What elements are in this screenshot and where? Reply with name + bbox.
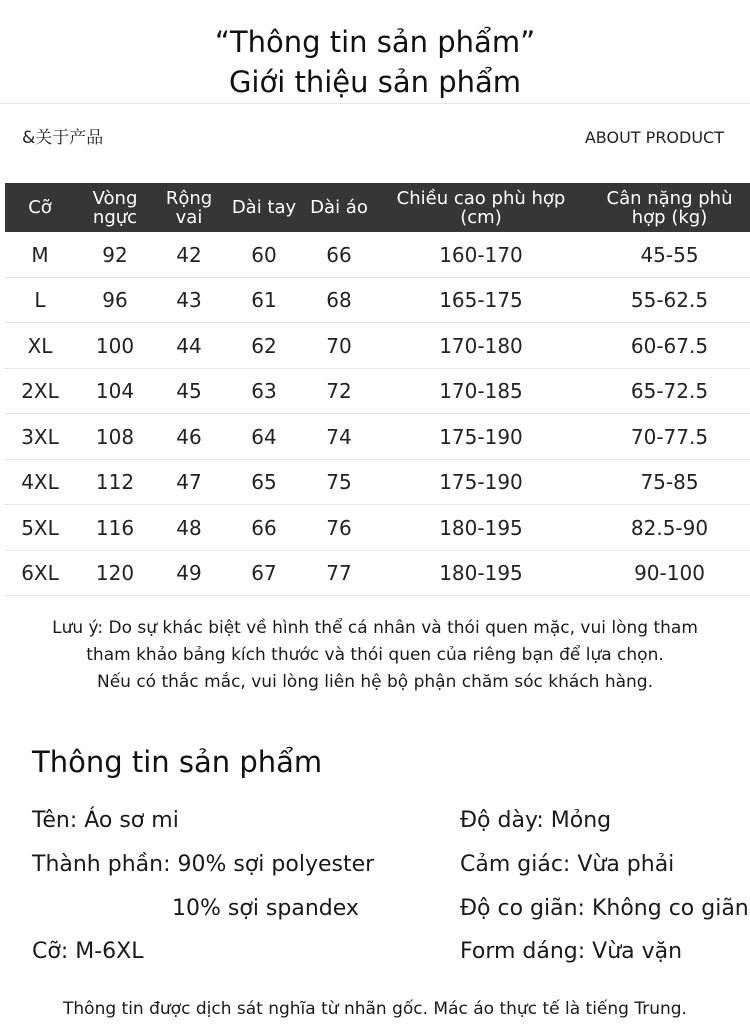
sizing-note-line: tham khảo bảng kích thước và thói quen của riêng bạn để lựa chọn.: [86, 645, 664, 665]
cell-length: 70: [326, 333, 352, 358]
cell-shoulder: 49: [176, 561, 202, 586]
table-row: [5, 551, 750, 597]
cell-weight: 70-77.5: [630, 424, 709, 449]
cell-chest: 120: [95, 561, 135, 586]
cell-length: 66: [326, 242, 352, 267]
column-header-shoulder: Rộng vai: [165, 187, 213, 228]
size-table-header: [5, 183, 750, 232]
cell-chest: 96: [102, 288, 128, 313]
cell-sleeve: 67: [251, 561, 277, 586]
cell-size: 5XL: [21, 515, 59, 540]
product-material: Thành phần: 90% sợi polyester: [32, 852, 375, 877]
product-fit: Form dáng: Vừa vặn: [460, 939, 683, 964]
table-row: [5, 505, 750, 551]
about-label-chinese: &关于产品: [22, 128, 104, 148]
cell-shoulder: 45: [176, 379, 202, 404]
cell-height: 170-180: [439, 333, 523, 358]
product-material-secondary: 10% sợi spandex: [172, 896, 359, 921]
cell-weight: 82.5-90: [630, 515, 709, 540]
size-table: [5, 183, 750, 596]
cell-chest: 108: [95, 424, 135, 449]
cell-length: 77: [326, 561, 352, 586]
product-thickness: Độ dày: Mỏng: [460, 808, 612, 833]
cell-shoulder: 44: [176, 333, 202, 358]
column-header-sleeve: Dài tay: [231, 197, 297, 218]
cell-height: 180-195: [439, 561, 523, 586]
cell-size: XL: [27, 333, 53, 358]
translation-footnote: Thông tin được dịch sát nghĩa từ nhãn gốc. Mác áo thực tế là tiếng Trung.: [63, 999, 687, 1019]
product-name: Tên: Áo sơ mi: [32, 808, 179, 833]
cell-weight: 75-85: [640, 470, 699, 495]
cell-length: 75: [326, 470, 352, 495]
cell-shoulder: 42: [176, 242, 202, 267]
table-row: [5, 278, 750, 324]
cell-chest: 104: [95, 379, 135, 404]
cell-weight: 90-100: [634, 561, 705, 586]
sizing-note: [0, 615, 750, 696]
cell-length: 72: [326, 379, 352, 404]
cell-weight: 45-55: [640, 242, 699, 267]
cell-chest: 112: [95, 470, 135, 495]
cell-sleeve: 63: [251, 379, 277, 404]
column-header-length: Dài áo: [310, 197, 368, 218]
cell-height: 175-190: [439, 470, 523, 495]
cell-length: 74: [326, 424, 352, 449]
cell-height: 165-175: [439, 288, 523, 313]
product-feel: Cảm giác: Vừa phải: [460, 852, 675, 877]
cell-sleeve: 61: [251, 288, 277, 313]
cell-shoulder: 47: [176, 470, 202, 495]
cell-length: 68: [326, 288, 352, 313]
table-row: [5, 369, 750, 415]
cell-chest: 116: [95, 515, 135, 540]
cell-shoulder: 43: [176, 288, 202, 313]
cell-shoulder: 48: [176, 515, 202, 540]
column-header-chest: Vòng ngực: [92, 187, 138, 228]
cell-weight: 65-72.5: [630, 379, 709, 404]
table-row: [5, 460, 750, 506]
cell-sleeve: 60: [251, 242, 277, 267]
cell-size: 4XL: [21, 470, 59, 495]
cell-size: 2XL: [21, 379, 59, 404]
column-header-height: Chiều cao phù hợp (cm): [396, 187, 566, 228]
product-info-title: Thông tin sản phẩm: [32, 745, 323, 779]
cell-size: M: [31, 242, 49, 267]
table-row: [5, 414, 750, 460]
cell-length: 76: [326, 515, 352, 540]
cell-size: L: [34, 288, 46, 313]
cell-chest: 100: [95, 333, 135, 358]
cell-size: 6XL: [21, 561, 59, 586]
cell-weight: 55-62.5: [630, 288, 709, 313]
title-divider: [0, 103, 750, 104]
page-subtitle: Giới thiệu sản phẩm: [228, 65, 522, 99]
size-table-body: [5, 232, 750, 596]
cell-height: 180-195: [439, 515, 523, 540]
sizing-note-line: Nếu có thắc mắc, vui lòng liên hệ bộ phận chăm sóc khách hàng.: [96, 672, 653, 692]
table-row: [5, 232, 750, 278]
cell-chest: 92: [102, 242, 128, 267]
about-label-english: ABOUT PRODUCT: [584, 128, 724, 147]
cell-sleeve: 62: [251, 333, 277, 358]
cell-weight: 60-67.5: [630, 333, 709, 358]
product-size-range: Cỡ: M-6XL: [32, 939, 144, 964]
column-header-weight: Cân nặng phù hợp (kg): [606, 187, 733, 228]
cell-size: 3XL: [21, 424, 59, 449]
sizing-note-line: Lưu ý: Do sự khác biệt về hình thể cá nhân và thói quen mặc, vui lòng tham: [52, 618, 698, 638]
cell-height: 170-185: [439, 379, 523, 404]
cell-sleeve: 65: [251, 470, 277, 495]
column-header-size: Cỡ: [28, 197, 52, 218]
cell-sleeve: 66: [251, 515, 277, 540]
cell-sleeve: 64: [251, 424, 277, 449]
page-title: “Thông tin sản phẩm”: [214, 25, 536, 59]
table-row: [5, 323, 750, 369]
cell-height: 175-190: [439, 424, 523, 449]
product-stretch: Độ co giãn: Không co giãn: [460, 896, 749, 921]
cell-shoulder: 46: [176, 424, 202, 449]
cell-height: 160-170: [439, 242, 523, 267]
